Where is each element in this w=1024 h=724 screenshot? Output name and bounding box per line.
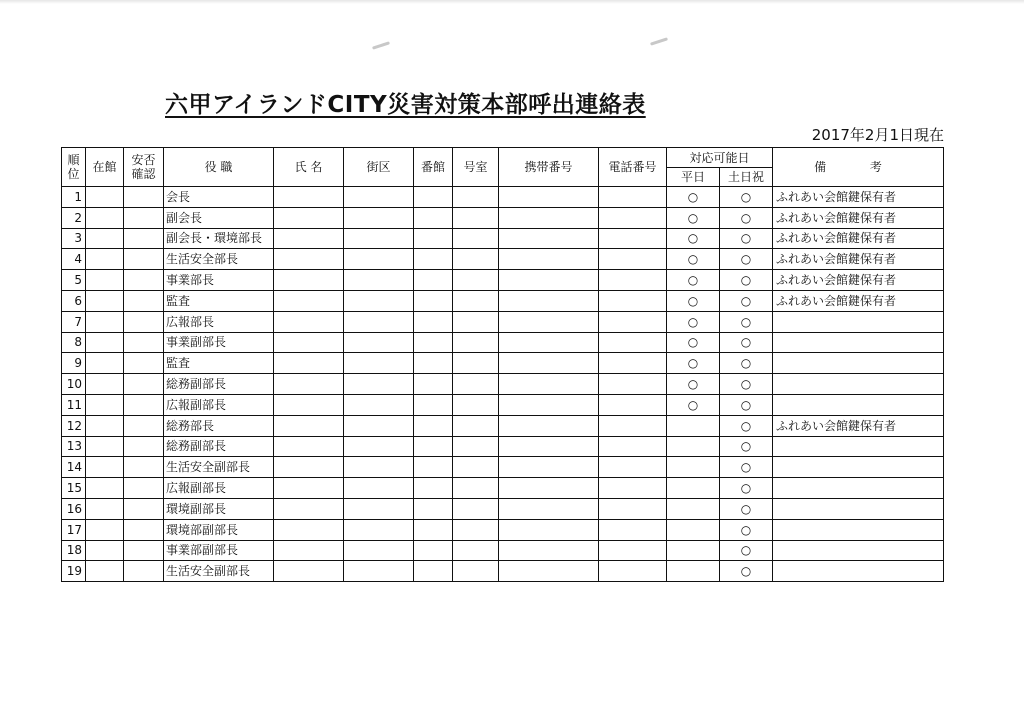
cell-room bbox=[453, 478, 499, 499]
cell-mobile bbox=[499, 187, 599, 208]
cell-block bbox=[344, 207, 414, 228]
cell-remarks bbox=[773, 561, 944, 582]
cell-mobile bbox=[499, 394, 599, 415]
header-weekday: 平日 bbox=[667, 168, 720, 187]
cell-remarks bbox=[773, 436, 944, 457]
table-row bbox=[62, 498, 944, 519]
cell-safety-check bbox=[124, 498, 164, 519]
header-room: 号室 bbox=[453, 148, 499, 187]
cell-present bbox=[86, 187, 124, 208]
table-row bbox=[62, 353, 944, 374]
cell-order: 9 bbox=[62, 353, 86, 374]
cell-block bbox=[344, 415, 414, 436]
cell-role: 事業部長 bbox=[164, 270, 274, 291]
cell-phone bbox=[599, 436, 667, 457]
cell-building bbox=[414, 207, 453, 228]
header-role: 役 職 bbox=[164, 148, 274, 187]
cell-role: 広報部長 bbox=[164, 311, 274, 332]
cell-present bbox=[86, 540, 124, 561]
cell-weekend: ○ bbox=[720, 498, 773, 519]
cell-safety-check bbox=[124, 353, 164, 374]
cell-building bbox=[414, 249, 453, 270]
cell-name bbox=[274, 478, 344, 499]
cell-order: 6 bbox=[62, 290, 86, 311]
cell-present bbox=[86, 249, 124, 270]
cell-weekend: ○ bbox=[720, 478, 773, 499]
cell-role: 生活安全副部長 bbox=[164, 561, 274, 582]
cell-phone bbox=[599, 415, 667, 436]
cell-weekend: ○ bbox=[720, 228, 773, 249]
cell-building bbox=[414, 228, 453, 249]
cell-order: 7 bbox=[62, 311, 86, 332]
cell-room bbox=[453, 498, 499, 519]
cell-room bbox=[453, 187, 499, 208]
cell-weekend: ○ bbox=[720, 561, 773, 582]
cell-weekend: ○ bbox=[720, 207, 773, 228]
cell-mobile bbox=[499, 540, 599, 561]
cell-room bbox=[453, 436, 499, 457]
header-safety-check: 安否 確認 bbox=[124, 148, 164, 187]
cell-name bbox=[274, 519, 344, 540]
cell-weekday bbox=[667, 540, 720, 561]
cell-role: 監査 bbox=[164, 290, 274, 311]
cell-weekend: ○ bbox=[720, 187, 773, 208]
cell-room bbox=[453, 374, 499, 395]
cell-role: 生活安全部長 bbox=[164, 249, 274, 270]
header-present: 在館 bbox=[86, 148, 124, 187]
cell-room bbox=[453, 394, 499, 415]
cell-name bbox=[274, 457, 344, 478]
cell-building bbox=[414, 498, 453, 519]
cell-name bbox=[274, 270, 344, 291]
cell-order: 10 bbox=[62, 374, 86, 395]
header-building: 番館 bbox=[414, 148, 453, 187]
cell-mobile bbox=[499, 311, 599, 332]
table-row bbox=[62, 207, 944, 228]
cell-weekend: ○ bbox=[720, 290, 773, 311]
cell-order: 8 bbox=[62, 332, 86, 353]
cell-role: 副会長・環境部長 bbox=[164, 228, 274, 249]
cell-present bbox=[86, 228, 124, 249]
cell-block bbox=[344, 228, 414, 249]
cell-mobile bbox=[499, 478, 599, 499]
cell-weekend: ○ bbox=[720, 519, 773, 540]
cell-building bbox=[414, 415, 453, 436]
cell-mobile bbox=[499, 457, 599, 478]
cell-block bbox=[344, 457, 414, 478]
cell-remarks bbox=[773, 374, 944, 395]
cell-order: 18 bbox=[62, 540, 86, 561]
cell-mobile bbox=[499, 207, 599, 228]
contact-table bbox=[61, 147, 944, 582]
table-row bbox=[62, 394, 944, 415]
cell-order: 4 bbox=[62, 249, 86, 270]
cell-building bbox=[414, 270, 453, 291]
cell-role: 事業副部長 bbox=[164, 332, 274, 353]
cell-building bbox=[414, 519, 453, 540]
cell-present bbox=[86, 270, 124, 291]
header-name: 氏 名 bbox=[274, 148, 344, 187]
cell-weekday: ○ bbox=[667, 332, 720, 353]
cell-room bbox=[453, 561, 499, 582]
cell-block bbox=[344, 311, 414, 332]
cell-phone bbox=[599, 332, 667, 353]
cell-role: 事業部副部長 bbox=[164, 540, 274, 561]
cell-weekday: ○ bbox=[667, 187, 720, 208]
cell-weekday: ○ bbox=[667, 207, 720, 228]
cell-remarks: ふれあい会館鍵保有者 bbox=[773, 187, 944, 208]
cell-room bbox=[453, 540, 499, 561]
cell-present bbox=[86, 332, 124, 353]
cell-present bbox=[86, 207, 124, 228]
cell-weekend: ○ bbox=[720, 415, 773, 436]
cell-safety-check bbox=[124, 374, 164, 395]
cell-block bbox=[344, 374, 414, 395]
cell-building bbox=[414, 457, 453, 478]
cell-building bbox=[414, 394, 453, 415]
cell-present bbox=[86, 478, 124, 499]
table-row bbox=[62, 311, 944, 332]
cell-weekday bbox=[667, 415, 720, 436]
cell-safety-check bbox=[124, 540, 164, 561]
header-weekend: 土日祝 bbox=[720, 168, 773, 187]
cell-role: 会長 bbox=[164, 187, 274, 208]
cell-weekday: ○ bbox=[667, 228, 720, 249]
cell-name bbox=[274, 187, 344, 208]
header-mobile: 携帯番号 bbox=[499, 148, 599, 187]
cell-room bbox=[453, 311, 499, 332]
cell-weekend: ○ bbox=[720, 353, 773, 374]
cell-building bbox=[414, 478, 453, 499]
cell-phone bbox=[599, 270, 667, 291]
cell-room bbox=[453, 249, 499, 270]
cell-weekday: ○ bbox=[667, 270, 720, 291]
cell-weekday: ○ bbox=[667, 394, 720, 415]
cell-building bbox=[414, 311, 453, 332]
table-row bbox=[62, 332, 944, 353]
cell-weekday: ○ bbox=[667, 353, 720, 374]
cell-role: 環境副部長 bbox=[164, 498, 274, 519]
cell-role: 生活安全副部長 bbox=[164, 457, 274, 478]
cell-building bbox=[414, 540, 453, 561]
cell-name bbox=[274, 207, 344, 228]
cell-weekday: ○ bbox=[667, 374, 720, 395]
cell-mobile bbox=[499, 270, 599, 291]
cell-weekend: ○ bbox=[720, 436, 773, 457]
table-row bbox=[62, 561, 944, 582]
table-row bbox=[62, 290, 944, 311]
cell-present bbox=[86, 394, 124, 415]
cell-safety-check bbox=[124, 249, 164, 270]
cell-role: 監査 bbox=[164, 353, 274, 374]
cell-building bbox=[414, 332, 453, 353]
cell-block bbox=[344, 332, 414, 353]
cell-remarks bbox=[773, 540, 944, 561]
header-phone: 電話番号 bbox=[599, 148, 667, 187]
cell-weekday bbox=[667, 498, 720, 519]
cell-mobile bbox=[499, 498, 599, 519]
cell-mobile bbox=[499, 415, 599, 436]
cell-name bbox=[274, 228, 344, 249]
cell-mobile bbox=[499, 374, 599, 395]
cell-block bbox=[344, 270, 414, 291]
cell-remarks: ふれあい会館鍵保有者 bbox=[773, 228, 944, 249]
cell-weekday bbox=[667, 561, 720, 582]
cell-mobile bbox=[499, 332, 599, 353]
cell-block bbox=[344, 187, 414, 208]
cell-name bbox=[274, 374, 344, 395]
cell-weekend: ○ bbox=[720, 374, 773, 395]
cell-weekday: ○ bbox=[667, 249, 720, 270]
cell-weekend: ○ bbox=[720, 270, 773, 291]
cell-mobile bbox=[499, 290, 599, 311]
cell-name bbox=[274, 561, 344, 582]
cell-block bbox=[344, 249, 414, 270]
cell-present bbox=[86, 311, 124, 332]
cell-present bbox=[86, 561, 124, 582]
cell-phone bbox=[599, 519, 667, 540]
table-row bbox=[62, 187, 944, 208]
cell-block bbox=[344, 353, 414, 374]
cell-building bbox=[414, 187, 453, 208]
cell-safety-check bbox=[124, 457, 164, 478]
cell-building bbox=[414, 353, 453, 374]
cell-order: 17 bbox=[62, 519, 86, 540]
cell-weekend: ○ bbox=[720, 540, 773, 561]
cell-phone bbox=[599, 290, 667, 311]
cell-order: 19 bbox=[62, 561, 86, 582]
cell-order: 11 bbox=[62, 394, 86, 415]
cell-weekday bbox=[667, 457, 720, 478]
cell-phone bbox=[599, 457, 667, 478]
cell-name bbox=[274, 540, 344, 561]
cell-role: 副会長 bbox=[164, 207, 274, 228]
cell-present bbox=[86, 290, 124, 311]
cell-present bbox=[86, 498, 124, 519]
cell-name bbox=[274, 290, 344, 311]
cell-mobile bbox=[499, 228, 599, 249]
cell-phone bbox=[599, 249, 667, 270]
cell-role: 総務副部長 bbox=[164, 436, 274, 457]
cell-role: 広報副部長 bbox=[164, 394, 274, 415]
cell-phone bbox=[599, 561, 667, 582]
cell-weekday bbox=[667, 519, 720, 540]
cell-order: 15 bbox=[62, 478, 86, 499]
cell-mobile bbox=[499, 249, 599, 270]
cell-remarks bbox=[773, 519, 944, 540]
cell-order: 16 bbox=[62, 498, 86, 519]
cell-order: 3 bbox=[62, 228, 86, 249]
table-row bbox=[62, 374, 944, 395]
header-availability: 対応可能日 bbox=[667, 148, 773, 168]
cell-name bbox=[274, 415, 344, 436]
cell-present bbox=[86, 353, 124, 374]
cell-order: 1 bbox=[62, 187, 86, 208]
cell-phone bbox=[599, 207, 667, 228]
cell-order: 2 bbox=[62, 207, 86, 228]
cell-name bbox=[274, 332, 344, 353]
cell-weekend: ○ bbox=[720, 311, 773, 332]
cell-remarks bbox=[773, 457, 944, 478]
cell-order: 12 bbox=[62, 415, 86, 436]
cell-name bbox=[274, 498, 344, 519]
cell-remarks bbox=[773, 332, 944, 353]
cell-phone bbox=[599, 228, 667, 249]
cell-present bbox=[86, 436, 124, 457]
cell-role: 総務部長 bbox=[164, 415, 274, 436]
scan-smudge bbox=[650, 37, 668, 45]
cell-safety-check bbox=[124, 561, 164, 582]
cell-order: 5 bbox=[62, 270, 86, 291]
cell-weekday bbox=[667, 478, 720, 499]
cell-block bbox=[344, 290, 414, 311]
cell-name bbox=[274, 436, 344, 457]
cell-safety-check bbox=[124, 415, 164, 436]
cell-room bbox=[453, 207, 499, 228]
cell-weekday bbox=[667, 436, 720, 457]
cell-name bbox=[274, 311, 344, 332]
table-row bbox=[62, 415, 944, 436]
cell-block bbox=[344, 519, 414, 540]
cell-present bbox=[86, 374, 124, 395]
cell-block bbox=[344, 540, 414, 561]
cell-building bbox=[414, 436, 453, 457]
cell-safety-check bbox=[124, 290, 164, 311]
cell-weekday: ○ bbox=[667, 290, 720, 311]
cell-remarks bbox=[773, 311, 944, 332]
cell-mobile bbox=[499, 561, 599, 582]
document-date: 2017年2月1日現在 bbox=[811, 126, 944, 144]
cell-safety-check bbox=[124, 207, 164, 228]
cell-remarks bbox=[773, 498, 944, 519]
cell-remarks bbox=[773, 394, 944, 415]
cell-present bbox=[86, 457, 124, 478]
cell-phone bbox=[599, 478, 667, 499]
cell-safety-check bbox=[124, 478, 164, 499]
cell-block bbox=[344, 478, 414, 499]
table-row bbox=[62, 519, 944, 540]
table-row bbox=[62, 228, 944, 249]
cell-weekend: ○ bbox=[720, 332, 773, 353]
cell-safety-check bbox=[124, 436, 164, 457]
cell-room bbox=[453, 415, 499, 436]
cell-remarks: ふれあい会館鍵保有者 bbox=[773, 290, 944, 311]
document-title: 六甲アイランドCITY災害対策本部呼出連絡表 bbox=[165, 92, 646, 118]
cell-weekend: ○ bbox=[720, 394, 773, 415]
cell-phone bbox=[599, 374, 667, 395]
cell-room bbox=[453, 270, 499, 291]
cell-remarks bbox=[773, 353, 944, 374]
cell-phone bbox=[599, 353, 667, 374]
cell-remarks bbox=[773, 478, 944, 499]
cell-safety-check bbox=[124, 394, 164, 415]
cell-room bbox=[453, 519, 499, 540]
table-row bbox=[62, 249, 944, 270]
cell-room bbox=[453, 457, 499, 478]
table-row bbox=[62, 540, 944, 561]
cell-weekday: ○ bbox=[667, 311, 720, 332]
cell-order: 13 bbox=[62, 436, 86, 457]
cell-mobile bbox=[499, 436, 599, 457]
cell-remarks: ふれあい会館鍵保有者 bbox=[773, 249, 944, 270]
cell-phone bbox=[599, 394, 667, 415]
cell-mobile bbox=[499, 519, 599, 540]
cell-role: 広報副部長 bbox=[164, 478, 274, 499]
cell-phone bbox=[599, 311, 667, 332]
header-block: 街区 bbox=[344, 148, 414, 187]
cell-remarks: ふれあい会館鍵保有者 bbox=[773, 270, 944, 291]
cell-present bbox=[86, 519, 124, 540]
table-body bbox=[62, 187, 944, 582]
cell-phone bbox=[599, 187, 667, 208]
cell-safety-check bbox=[124, 228, 164, 249]
cell-remarks: ふれあい会館鍵保有者 bbox=[773, 415, 944, 436]
cell-block bbox=[344, 394, 414, 415]
cell-order: 14 bbox=[62, 457, 86, 478]
header-remarks: 備 考 bbox=[773, 148, 944, 187]
table-row bbox=[62, 436, 944, 457]
scan-smudge bbox=[372, 41, 390, 49]
cell-block bbox=[344, 436, 414, 457]
cell-name bbox=[274, 249, 344, 270]
table-row bbox=[62, 478, 944, 499]
cell-phone bbox=[599, 498, 667, 519]
cell-room bbox=[453, 332, 499, 353]
cell-mobile bbox=[499, 353, 599, 374]
cell-weekend: ○ bbox=[720, 457, 773, 478]
cell-building bbox=[414, 561, 453, 582]
cell-present bbox=[86, 415, 124, 436]
cell-weekend: ○ bbox=[720, 249, 773, 270]
table-row bbox=[62, 457, 944, 478]
cell-name bbox=[274, 394, 344, 415]
scan-edge bbox=[0, 0, 1024, 4]
cell-phone bbox=[599, 540, 667, 561]
cell-name bbox=[274, 353, 344, 374]
cell-building bbox=[414, 290, 453, 311]
cell-safety-check bbox=[124, 332, 164, 353]
cell-role: 総務副部長 bbox=[164, 374, 274, 395]
cell-safety-check bbox=[124, 187, 164, 208]
cell-safety-check bbox=[124, 519, 164, 540]
cell-block bbox=[344, 498, 414, 519]
cell-room bbox=[453, 228, 499, 249]
cell-building bbox=[414, 374, 453, 395]
cell-block bbox=[344, 561, 414, 582]
cell-safety-check bbox=[124, 311, 164, 332]
cell-room bbox=[453, 353, 499, 374]
cell-room bbox=[453, 290, 499, 311]
cell-role: 環境部副部長 bbox=[164, 519, 274, 540]
table-row bbox=[62, 270, 944, 291]
cell-safety-check bbox=[124, 270, 164, 291]
header-order: 順 位 bbox=[62, 148, 86, 187]
cell-remarks: ふれあい会館鍵保有者 bbox=[773, 207, 944, 228]
